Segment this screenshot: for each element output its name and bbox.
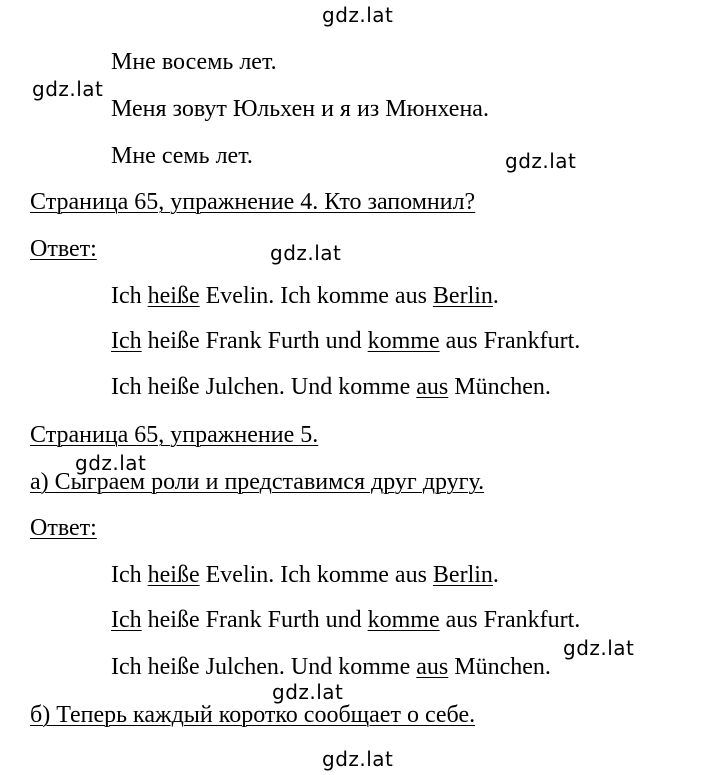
- text-segment: heiße Frank Furth und: [141, 607, 368, 633]
- german-sentence: [111, 606, 580, 634]
- underlined-word: komme: [367, 328, 440, 354]
- russian-line: Мне семь лет.: [111, 143, 253, 169]
- russian-line: Мне восемь лет.: [111, 49, 277, 75]
- underlined-word: Ich: [111, 328, 142, 354]
- german-sentence: [111, 561, 499, 589]
- text-segment: .: [492, 283, 499, 309]
- german-sentence: [111, 373, 551, 401]
- text-segment: Ich heiße Julchen. Und komme: [111, 374, 417, 400]
- text-segment: Ich heiße Julchen. Und komme: [111, 654, 417, 680]
- text-segment: aus Frankfurt.: [439, 328, 581, 354]
- text-segment: heiße Frank Furth und: [141, 328, 368, 354]
- underlined-word: komme: [367, 607, 440, 633]
- russian-line: Меня зовут Юльхен и я из Мюнхена.: [111, 96, 489, 122]
- watermark: gdz.lat: [322, 3, 394, 27]
- task-line: а) Сыграем роли и представимся друг другу.: [30, 469, 485, 495]
- underlined-word: Berlin: [432, 283, 493, 309]
- task-line: б) Теперь каждый коротко сообщает о себе.: [30, 702, 476, 728]
- underlined-word: heiße: [147, 283, 200, 309]
- text-segment: .: [492, 562, 499, 588]
- watermark: gdz.lat: [32, 77, 104, 101]
- underlined-word: aus: [416, 374, 449, 400]
- answer-label: Ответ:: [30, 236, 97, 262]
- watermark: gdz.lat: [75, 451, 147, 475]
- german-sentence: [111, 327, 580, 355]
- german-sentence: [111, 282, 499, 310]
- watermark: gdz.lat: [272, 680, 344, 704]
- underlined-word: Berlin: [432, 562, 493, 588]
- text-segment: Evelin. Ich komme aus: [199, 562, 433, 588]
- text-segment: Ich: [111, 283, 148, 309]
- text-segment: Evelin. Ich komme aus: [199, 283, 433, 309]
- text-segment: München.: [448, 654, 551, 680]
- watermark: gdz.lat: [505, 149, 577, 173]
- text-segment: aus Frankfurt.: [439, 607, 581, 633]
- text-segment: Ich: [111, 562, 148, 588]
- exercise-heading: Страница 65, упражнение 5.: [30, 422, 319, 448]
- underlined-word: heiße: [147, 562, 200, 588]
- underlined-word: Ich: [111, 607, 142, 633]
- answer-label: Ответ:: [30, 515, 97, 541]
- underlined-word: aus: [416, 654, 449, 680]
- watermark: gdz.lat: [322, 747, 394, 771]
- watermark: gdz.lat: [563, 636, 635, 660]
- german-sentence: [111, 653, 551, 681]
- text-segment: München.: [448, 374, 551, 400]
- exercise-heading: Страница 65, упражнение 4. Кто запомнил?: [30, 189, 476, 215]
- watermark: gdz.lat: [270, 241, 342, 265]
